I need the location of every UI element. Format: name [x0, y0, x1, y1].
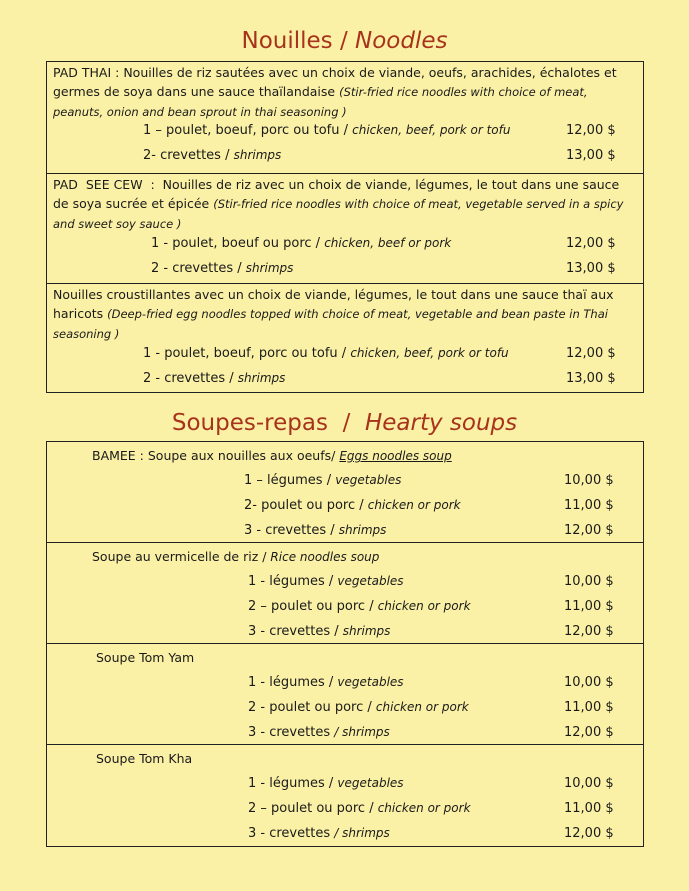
item-price: 12,00 $	[566, 236, 616, 251]
item-label-fr: 1 - légumes /	[248, 675, 338, 690]
menu-section-bamee	[47, 442, 643, 543]
item-label-fr: 1 - poulet, boeuf, porc ou tofu /	[143, 346, 351, 361]
item-price: 11,00 $	[564, 498, 614, 513]
item-label-fr: 2 - crevettes /	[143, 371, 238, 386]
menu-item	[244, 473, 401, 488]
item-label-fr: 3 - crevettes /	[244, 523, 339, 538]
item-label-en: chicken or pork	[375, 700, 469, 714]
menu-item	[248, 700, 469, 715]
description-fr: Nouilles croustillantes avec un choix de viande, légumes, le tout dans une sauce thaï aux haricots	[53, 287, 614, 321]
section-header	[96, 751, 192, 766]
item-label-en: shrimps	[233, 148, 282, 162]
item-label-en: chicken or pork	[377, 599, 471, 613]
menu-section-crispy-noodles	[47, 284, 643, 394]
section-header	[92, 549, 379, 564]
item-label-fr: 1 - légumes /	[248, 776, 338, 791]
item-label-en: chicken or pork	[367, 498, 461, 512]
description-fr: PAD THAI : Nouilles de riz sautées avec un choix de viande, oeufs, arachides, échalotes et germes de soya dans une sauce thaïlandaise	[53, 65, 617, 99]
item-price: 11,00 $	[564, 599, 614, 614]
section-description	[53, 175, 637, 234]
section-description	[53, 285, 637, 344]
header-en: Rice noodles soup	[270, 550, 380, 564]
menu-item	[248, 624, 390, 639]
section-header	[92, 448, 452, 463]
item-label-en: vegetables	[337, 675, 404, 689]
description-en: (Stir-fried rice noodles with choice of meat, vegetable served in a spicy and sweet soy sauce )	[53, 197, 624, 231]
menu-item	[248, 801, 471, 816]
item-label-fr: 1 - poulet, boeuf ou porc /	[151, 236, 325, 251]
section-header	[96, 650, 194, 665]
item-label-fr: 1 – poulet, boeuf, porc ou tofu /	[143, 123, 353, 138]
item-label-en: shrimps	[342, 624, 391, 638]
menu-item	[248, 725, 390, 740]
item-label-en: vegetables	[337, 574, 404, 588]
item-label-fr: 3 - crevettes	[248, 725, 335, 740]
menu-item	[143, 371, 285, 386]
noodles-title-fr: Nouilles	[241, 28, 333, 54]
menu-section-tom-yam	[47, 644, 643, 745]
header-en: Eggs noodles soup	[339, 449, 452, 463]
soups-title-en: Hearty soups	[364, 410, 518, 436]
item-price: 12,00 $	[564, 523, 614, 538]
item-label-fr: 3 - crevettes /	[248, 624, 343, 639]
item-price: 10,00 $	[564, 473, 614, 488]
menu-item	[151, 236, 451, 251]
item-label-fr: 2 – poulet ou porc /	[248, 801, 378, 816]
item-label-fr: 1 – légumes /	[244, 473, 336, 488]
item-label-fr: 3 - crevettes	[248, 826, 335, 841]
item-label-en: vegetables	[335, 473, 402, 487]
item-label-en: shrimps	[245, 261, 294, 275]
item-label-en: chicken or pork	[377, 801, 471, 815]
soups-menu-table	[46, 441, 644, 847]
item-label-fr: 2- poulet ou porc /	[244, 498, 368, 513]
menu-section-pad-thai	[47, 62, 643, 174]
item-price: 10,00 $	[564, 776, 614, 791]
item-label-fr: 2 - crevettes /	[151, 261, 246, 276]
item-price: 12,00 $	[566, 123, 616, 138]
menu-item	[143, 148, 281, 163]
item-price: 12,00 $	[564, 725, 614, 740]
noodles-menu-table	[46, 61, 644, 393]
item-label-en: / shrimps	[334, 725, 390, 739]
header-fr: Soupe au vermicelle de riz /	[92, 549, 271, 564]
item-price: 12,00 $	[566, 346, 616, 361]
item-price: 11,00 $	[564, 700, 614, 715]
menu-item	[151, 261, 293, 276]
soups-title-separator: /	[327, 410, 365, 436]
item-label-en: shrimps	[237, 371, 286, 385]
menu-item	[244, 523, 386, 538]
noodles-title-en: Noodles	[355, 28, 448, 54]
menu-item	[143, 123, 510, 138]
item-price: 13,00 $	[566, 261, 616, 276]
menu-item	[248, 675, 404, 690]
item-label-en: / shrimps	[334, 826, 390, 840]
item-label-en: chicken, beef, pork or tofu	[352, 123, 511, 137]
header-fr: Soupe Tom Kha	[96, 751, 193, 766]
menu-item	[248, 826, 390, 841]
item-price: 13,00 $	[566, 148, 616, 163]
header-fr: BAMEE : Soupe aux nouilles aux oeufs/	[92, 448, 340, 463]
item-label-fr: 2 - poulet ou porc /	[248, 700, 376, 715]
menu-item	[143, 346, 509, 361]
description-en: (Stir-fried rice noodles with choice of meat, peanuts, onion and bean sprout in thai seasoning )	[53, 85, 588, 119]
header-fr: Soupe Tom Yam	[96, 650, 195, 665]
item-price: 13,00 $	[566, 371, 616, 386]
noodles-title	[0, 28, 689, 54]
item-label-en: vegetables	[337, 776, 404, 790]
menu-section-tom-kha	[47, 745, 643, 846]
menu-item	[244, 498, 461, 513]
item-label-en: chicken, beef, pork or tofu	[350, 346, 509, 360]
description-en: (Deep-fried egg noodles topped with choice of meat, vegetable and bean paste in Thai seasoning )	[53, 307, 608, 341]
item-price: 10,00 $	[564, 574, 614, 589]
menu-section-pad-see-cew	[47, 174, 643, 284]
item-price: 11,00 $	[564, 801, 614, 816]
menu-section-rice-vermicelli	[47, 543, 643, 644]
item-price: 12,00 $	[564, 624, 614, 639]
noodles-title-separator: /	[332, 28, 356, 54]
soups-title-fr: Soupes-repas	[171, 410, 328, 436]
section-description	[53, 63, 637, 122]
menu-item	[248, 776, 404, 791]
item-label-fr: 1 - légumes /	[248, 574, 338, 589]
description-fr: PAD SEE CEW : Nouilles de riz avec un choix de viande, légumes, le tout dans une sauce de soya sucrée et épicée	[53, 177, 624, 211]
item-label-en: chicken, beef or pork	[324, 236, 452, 250]
item-price: 10,00 $	[564, 675, 614, 690]
menu-item	[248, 574, 404, 589]
item-price: 12,00 $	[564, 826, 614, 841]
item-label-fr: 2- crevettes /	[143, 148, 234, 163]
item-label-fr: 2 – poulet ou porc /	[248, 599, 378, 614]
soups-title	[0, 410, 689, 436]
menu-item	[248, 599, 471, 614]
item-label-en: shrimps	[338, 523, 387, 537]
